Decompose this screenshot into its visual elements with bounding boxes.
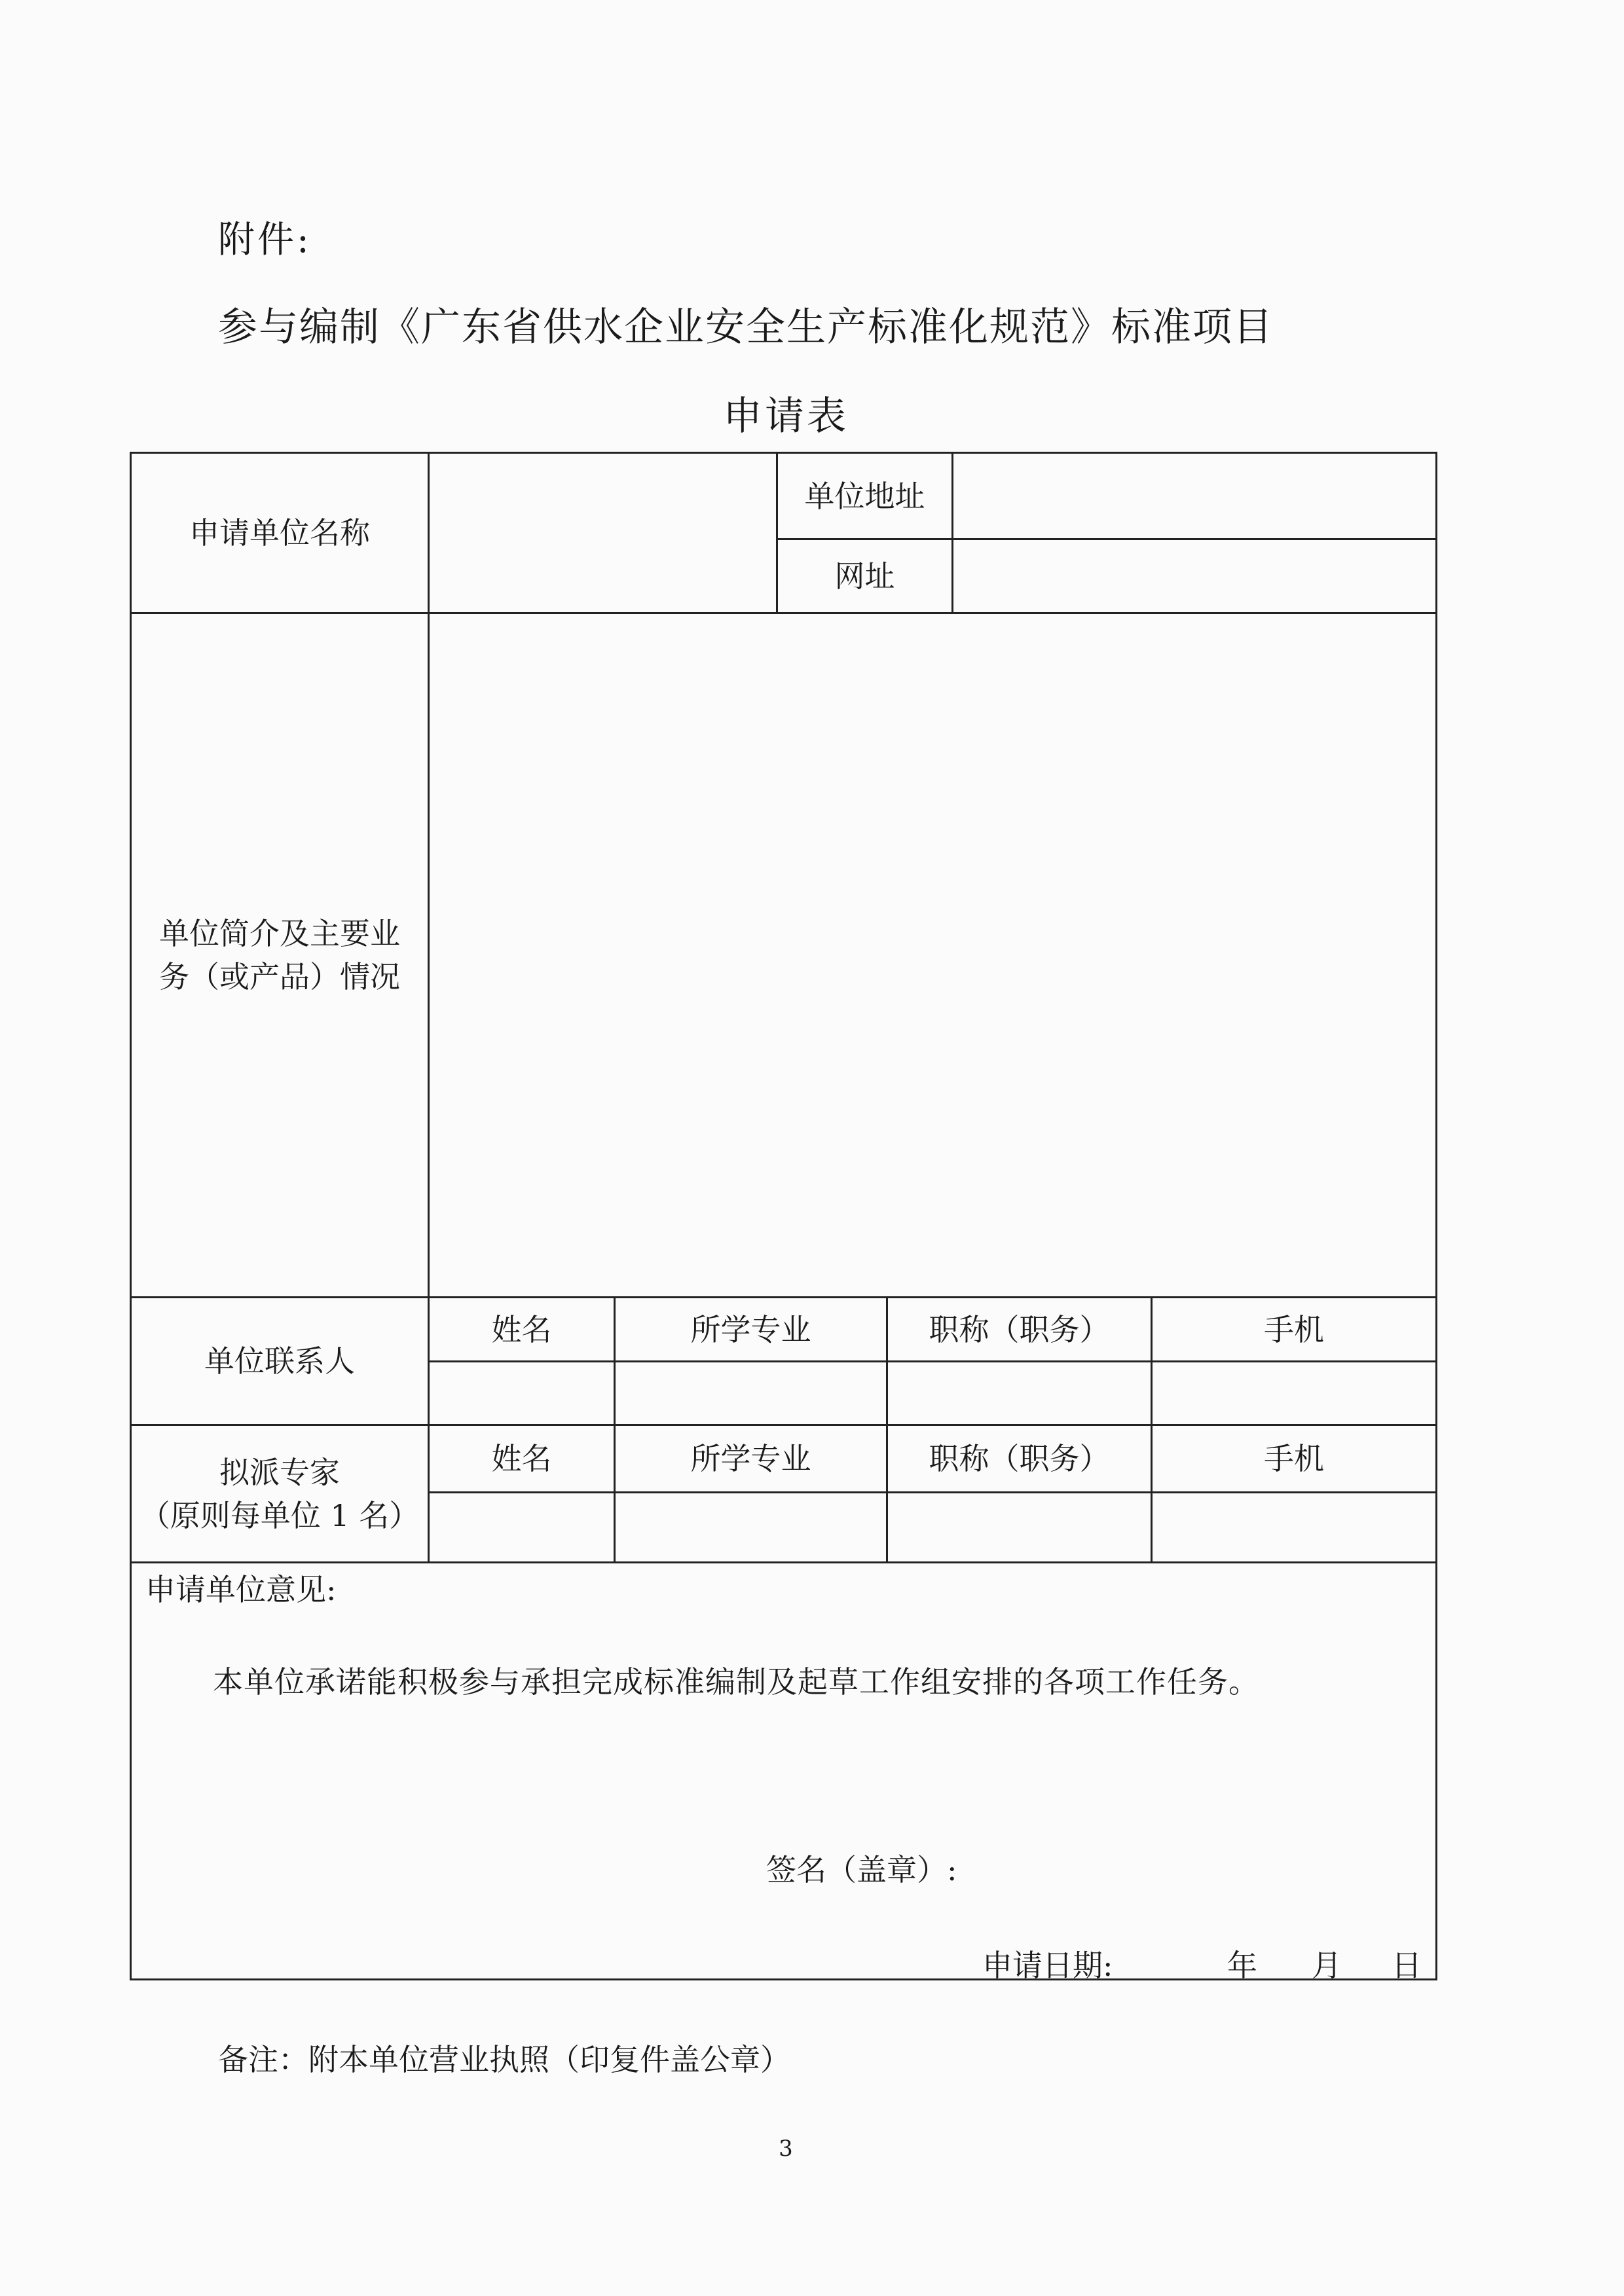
intro-label <box>132 614 428 1296</box>
expert-phone-field[interactable] <box>1153 1493 1435 1561</box>
signature-label: 签名（盖章）: <box>766 1852 957 1887</box>
date-month-label: 月 <box>1312 1948 1342 1983</box>
remark-note: 备注：附本单位营业执照（印复件盖公章） <box>218 2042 790 2077</box>
expert-label <box>132 1426 428 1561</box>
opinion-label: 申请单位意见: <box>145 1572 337 1607</box>
page-title: 参与编制《广东省供水企业安全生产标准化规范》标准项目 <box>218 304 1274 350</box>
intro-label-line1: 单位简介及主要业 <box>159 916 400 951</box>
applicant-name-label: 申请单位名称 <box>189 515 370 551</box>
table-right-border <box>1435 452 1437 1980</box>
expert-col-major: 所学专业 <box>690 1441 811 1476</box>
expert-label-line2: （原则每单位 1 名） <box>139 1497 420 1533</box>
contact-phone-field[interactable] <box>1153 1362 1435 1424</box>
commitment-text: 本单位承诺能积极参与承担完成标准编制及起草工作组安排的各项工作任务。 <box>213 1664 1259 1700</box>
expert-col-title: 职称（职务） <box>929 1441 1110 1476</box>
contact-label: 单位联系人 <box>204 1343 355 1379</box>
expert-title-field[interactable] <box>888 1493 1151 1561</box>
date-day-label: 日 <box>1392 1948 1422 1983</box>
date-year-label: 年 <box>1227 1948 1257 1983</box>
row-divider <box>130 1561 1437 1563</box>
intro-label-line2: 务（或产品）情况 <box>159 959 400 994</box>
applicant-name-field[interactable] <box>430 454 776 612</box>
page-subtitle: 申请表 <box>723 393 849 439</box>
contact-title-field[interactable] <box>888 1362 1151 1424</box>
contact-name-field[interactable] <box>430 1362 614 1424</box>
address-label: 单位地址 <box>804 478 925 514</box>
expert-label-line1: 拟派专家 <box>219 1454 340 1490</box>
date-label: 申请日期: <box>982 1948 1113 1983</box>
intro-field[interactable] <box>430 614 1435 1296</box>
contact-col-phone: 手机 <box>1264 1311 1324 1347</box>
contact-col-title: 职称（职务） <box>929 1311 1110 1347</box>
expert-col-phone: 手机 <box>1264 1441 1324 1476</box>
website-label: 网址 <box>834 558 895 594</box>
page-number: 3 <box>779 2136 793 2162</box>
contact-col-major: 所学专业 <box>690 1311 811 1347</box>
contact-major-field[interactable] <box>616 1362 886 1424</box>
expert-col-name: 姓名 <box>491 1441 552 1476</box>
expert-major-field[interactable] <box>616 1493 886 1561</box>
contact-col-name: 姓名 <box>491 1311 552 1347</box>
website-field[interactable] <box>953 540 1435 612</box>
address-field[interactable] <box>953 454 1435 538</box>
attachment-label: 附件: <box>218 219 312 261</box>
expert-name-field[interactable] <box>430 1493 614 1561</box>
